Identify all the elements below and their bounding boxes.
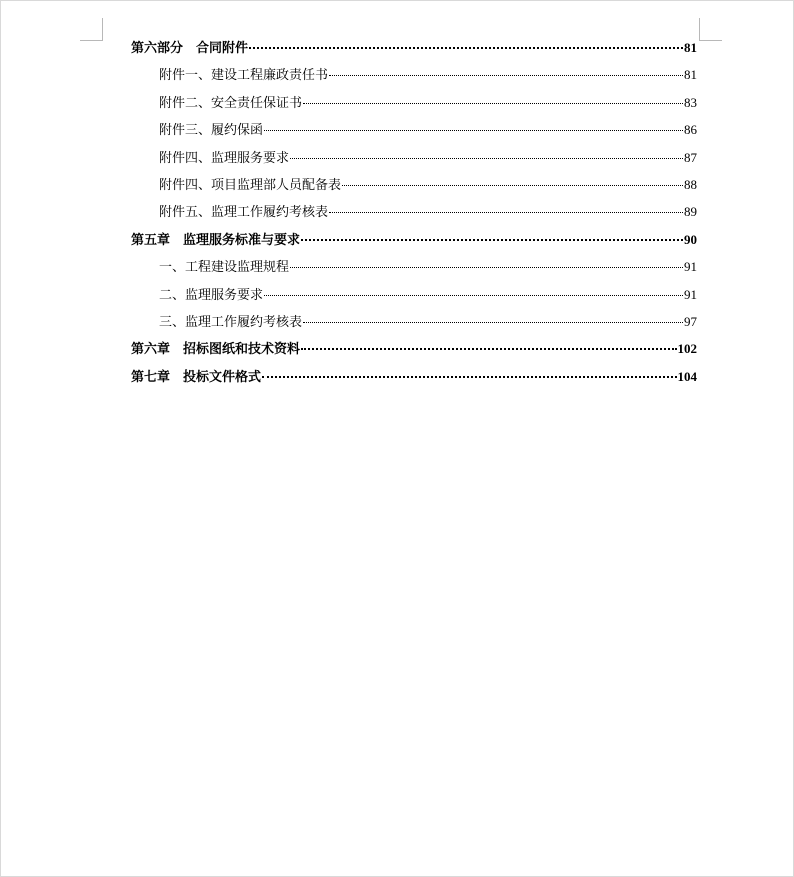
toc-leader-dots [264, 130, 683, 131]
toc-entry-title: 第五章 监理服务标准与要求 [131, 232, 301, 248]
toc-entry-title: 第六部分 合同附件 [131, 41, 249, 56]
toc-entry-title: 附件一、建设工程廉政责任书 [159, 68, 329, 84]
margin-corner-top-right [699, 18, 722, 41]
toc-entry[interactable] [131, 311, 697, 338]
toc-leader-dots [290, 158, 683, 159]
toc-leader-dots [301, 239, 683, 241]
toc-entry[interactable] [131, 174, 697, 201]
toc-leader-dots [262, 376, 676, 378]
toc-entry-page: 91 [684, 286, 697, 302]
toc-entry-title: 三、监理工作履约考核表 [159, 314, 303, 330]
toc-leader-dots [329, 212, 683, 213]
toc-entry[interactable] [131, 201, 697, 228]
toc-entry-title: 附件四、监理服务要求 [159, 150, 290, 166]
toc-entry-title: 第七章 投标文件格式 [131, 369, 262, 385]
toc-entry[interactable] [131, 147, 697, 174]
table-of-contents [131, 37, 697, 393]
toc-entry-page: 86 [684, 122, 697, 138]
toc-entry-page: 97 [684, 313, 697, 329]
toc-entry[interactable] [131, 92, 697, 119]
margin-corner-top-left [80, 18, 103, 41]
toc-leader-dots [264, 295, 683, 296]
toc-entry-page: 83 [684, 94, 697, 110]
toc-leader-dots [329, 75, 683, 76]
toc-entry-page: 87 [684, 149, 697, 165]
toc-entry[interactable] [131, 119, 697, 146]
toc-entry-title: 附件二、安全责任保证书 [159, 95, 303, 111]
toc-entry-title: 附件三、履约保函 [159, 123, 264, 139]
toc-entry[interactable] [131, 37, 697, 64]
toc-entry-page: 88 [684, 176, 697, 192]
toc-leader-dots [342, 185, 683, 186]
toc-leader-dots [301, 348, 676, 350]
toc-entry-title: 附件四、项目监理部人员配备表 [159, 177, 342, 193]
toc-entry[interactable] [131, 64, 697, 91]
toc-entry[interactable] [131, 338, 697, 365]
toc-leader-dots [303, 322, 683, 323]
toc-entry[interactable] [131, 229, 697, 256]
toc-entry[interactable] [131, 366, 697, 393]
toc-leader-dots [290, 267, 683, 268]
toc-entry-page: 104 [677, 368, 697, 384]
toc-leader-dots [303, 103, 683, 104]
toc-leader-dots [249, 47, 683, 49]
toc-entry-page: 81 [684, 67, 697, 83]
toc-entry-title: 一、工程建设监理规程 [159, 260, 290, 276]
toc-entry-page: 91 [684, 259, 697, 275]
toc-entry-page: 102 [677, 341, 697, 357]
toc-entry-page: 81 [684, 40, 697, 55]
toc-entry-title: 第六章 招标图纸和技术资料 [131, 342, 301, 358]
toc-entry-title: 二、监理服务要求 [159, 287, 264, 303]
toc-entry-page: 90 [684, 231, 697, 247]
toc-entry[interactable] [131, 284, 697, 311]
toc-entry-title: 附件五、监理工作履约考核表 [159, 205, 329, 221]
toc-entry[interactable] [131, 256, 697, 283]
toc-entry-page: 89 [684, 204, 697, 220]
